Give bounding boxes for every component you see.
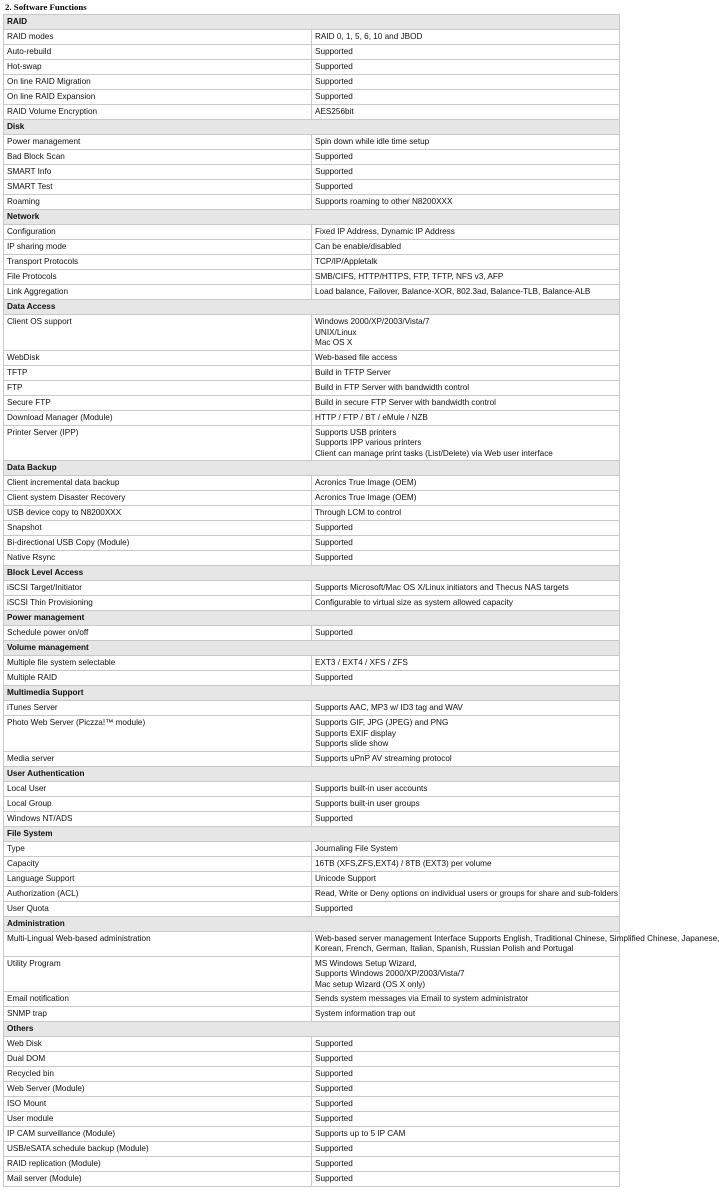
feature-value-cell — [312, 1052, 620, 1067]
feature-value-line: Supported — [315, 1174, 353, 1183]
feature-value-line: UNIX/Linux — [315, 327, 357, 337]
feature-value-cell — [312, 225, 620, 240]
table-row — [4, 255, 620, 270]
feature-value-line: Supports built-in user groups — [315, 798, 420, 808]
feature-value-line: System information trap out — [315, 1009, 416, 1018]
feature-value-cell — [312, 811, 620, 826]
table-row — [4, 956, 620, 992]
feature-name-cell: Bi-directional USB Copy (Module) — [4, 536, 312, 551]
table-row — [4, 992, 620, 1007]
table-row — [4, 180, 620, 195]
feature-value-cell — [312, 671, 620, 686]
feature-value-line: Supported — [315, 1144, 353, 1153]
category-header-row — [4, 300, 620, 315]
feature-name-cell: User Quota — [4, 901, 312, 916]
feature-name-cell: ISO Mount — [4, 1097, 312, 1112]
feature-value-line: Spin down while idle time setup — [315, 137, 430, 146]
feature-value-line: Supported — [315, 1159, 353, 1168]
feature-value-cell — [312, 1037, 620, 1052]
feature-value-line: Through LCM to control — [315, 508, 402, 517]
feature-value-line: Supported — [315, 92, 353, 101]
table-row — [4, 671, 620, 686]
feature-value-line: Supports uPnP AV streaming protocol — [315, 753, 452, 763]
feature-value-line: Supported — [315, 152, 353, 161]
feature-name-cell: iSCSI Target/Initiator — [4, 581, 312, 596]
table-row — [4, 165, 620, 180]
feature-value-line: Supported — [315, 673, 353, 682]
feature-name-cell: Windows NT/ADS — [4, 811, 312, 826]
feature-value-cell — [312, 105, 620, 120]
category-title: Data Backup — [4, 461, 620, 476]
table-row — [4, 75, 620, 90]
feature-value-cell — [312, 796, 620, 811]
feature-value-cell — [312, 1127, 620, 1142]
table-row — [4, 350, 620, 365]
table-row — [4, 781, 620, 796]
feature-name-cell: Schedule power on/off — [4, 626, 312, 641]
feature-name-cell: IP CAM surveillance (Module) — [4, 1127, 312, 1142]
feature-name-cell: Client system Disaster Recovery — [4, 491, 312, 506]
table-row — [4, 551, 620, 566]
feature-value-line: Build in TFTP Server — [315, 367, 391, 377]
feature-value-line: Supported — [315, 1069, 353, 1078]
category-title: Power management — [4, 611, 620, 626]
feature-value-cell — [312, 751, 620, 766]
feature-name-cell: Dual DOM — [4, 1052, 312, 1067]
feature-name-cell: RAID Volume Encryption — [4, 105, 312, 120]
table-row — [4, 315, 620, 351]
category-header-row — [4, 120, 620, 135]
feature-value-cell — [312, 1097, 620, 1112]
feature-value-line: Supported — [315, 1039, 353, 1048]
table-row — [4, 90, 620, 105]
feature-value-cell — [312, 75, 620, 90]
table-row — [4, 1052, 620, 1067]
feature-name-cell: Multiple file system selectable — [4, 656, 312, 671]
feature-value-line: Supported — [315, 1114, 353, 1123]
category-header-row — [4, 1022, 620, 1037]
feature-value-cell — [312, 1067, 620, 1082]
feature-value-cell — [312, 931, 719, 956]
feature-name-cell: RAID modes — [4, 30, 312, 45]
feature-value-line: Supports AAC, MP3 w/ ID3 tag and WAV — [315, 703, 463, 712]
feature-value-cell — [312, 841, 620, 856]
feature-value-line: Supported — [315, 538, 353, 547]
feature-value-line: TCP/IP/Appletalk — [315, 257, 378, 266]
table-row — [4, 135, 620, 150]
feature-value-line: Supported — [315, 62, 353, 71]
category-header-row — [4, 566, 620, 581]
feature-name-cell: USB/eSATA schedule backup (Module) — [4, 1142, 312, 1157]
feature-name-cell: Bad Block Scan — [4, 150, 312, 165]
feature-name-cell: Roaming — [4, 195, 312, 210]
feature-name-cell: Hot-swap — [4, 60, 312, 75]
feature-name-cell: Client OS support — [4, 315, 312, 351]
table-row — [4, 871, 620, 886]
category-title: Data Access — [4, 300, 620, 315]
table-row — [4, 596, 620, 611]
feature-value-line: RAID 0, 1, 5, 6, 10 and JBOD — [315, 32, 423, 41]
feature-value-cell — [312, 856, 620, 871]
feature-name-cell: Authorization (ACL) — [4, 886, 312, 901]
table-row — [4, 476, 620, 491]
table-row — [4, 1127, 620, 1142]
feature-value-cell — [312, 150, 620, 165]
feature-value-cell — [312, 350, 620, 365]
category-title: Multimedia Support — [4, 686, 620, 701]
feature-value-line: Supports up to 5 IP CAM — [315, 1129, 406, 1138]
table-row — [4, 1007, 620, 1022]
table-row — [4, 45, 620, 60]
feature-name-cell: Recycled bin — [4, 1067, 312, 1082]
feature-value-cell — [312, 886, 620, 901]
table-row — [4, 285, 620, 300]
feature-value-cell — [312, 716, 620, 752]
feature-value-cell — [312, 581, 620, 596]
feature-value-line: Supported — [315, 77, 353, 86]
feature-name-cell: Mail server (Module) — [4, 1172, 312, 1187]
feature-name-cell: Download Manager (Module) — [4, 410, 312, 425]
feature-value-line: Load balance, Failover, Balance-XOR, 802.3ad, Balance-TLB, Balance-ALB — [315, 287, 591, 296]
feature-value-cell — [312, 1157, 620, 1172]
category-title: File System — [4, 826, 620, 841]
feature-name-cell: Transport Protocols — [4, 255, 312, 270]
table-row — [4, 716, 620, 752]
feature-value-line: Web-based file access — [315, 352, 398, 362]
feature-value-line: MS Windows Setup Wizard, — [315, 958, 417, 968]
feature-name-cell: Local Group — [4, 796, 312, 811]
feature-name-cell: Multi-Lingual Web-based administration — [4, 931, 312, 956]
feature-value-line: Supports USB printers — [315, 427, 397, 437]
feature-value-line: Supported — [315, 628, 353, 637]
feature-value-cell — [312, 270, 620, 285]
feature-value-cell — [312, 871, 620, 886]
feature-value-cell — [312, 956, 620, 992]
feature-value-line: HTTP / FTP / BT / eMule / NZB — [315, 412, 428, 422]
feature-value-cell — [312, 551, 620, 566]
table-row — [4, 1112, 620, 1127]
feature-value-line: Supported — [315, 1054, 353, 1063]
feature-value-line: Mac setup Wizard (OS X only) — [315, 979, 426, 989]
software-functions-table — [3, 14, 719, 1187]
category-title: User Authentication — [4, 766, 620, 781]
feature-value-cell — [312, 255, 620, 270]
category-header-row — [4, 686, 620, 701]
feature-name-cell: Link Aggregation — [4, 285, 312, 300]
table-row — [4, 841, 620, 856]
feature-value-cell — [312, 506, 620, 521]
feature-name-cell: File Protocols — [4, 270, 312, 285]
feature-name-cell: IP sharing mode — [4, 240, 312, 255]
table-row — [4, 931, 620, 956]
feature-value-line: Supported — [315, 523, 353, 532]
feature-value-cell — [312, 1142, 620, 1157]
feature-value-cell — [312, 380, 620, 395]
feature-name-cell: Capacity — [4, 856, 312, 871]
table-row — [4, 581, 620, 596]
feature-value-cell — [312, 285, 620, 300]
table-row — [4, 105, 620, 120]
feature-value-cell — [312, 491, 620, 506]
feature-name-cell: iSCSI Thin Provisioning — [4, 596, 312, 611]
feature-name-cell: Local User — [4, 781, 312, 796]
table-row — [4, 425, 620, 461]
feature-value-line: 16TB (XFS,ZFS,EXT4) / 8TB (EXT3) per volume — [315, 858, 492, 868]
feature-value-cell — [312, 992, 620, 1007]
feature-value-cell — [312, 701, 620, 716]
feature-value-line: Build in FTP Server with bandwidth control — [315, 382, 470, 392]
feature-value-line: Unicode Support — [315, 873, 376, 883]
feature-value-line: Supported — [315, 47, 353, 56]
table-row — [4, 195, 620, 210]
feature-value-cell — [312, 1082, 620, 1097]
feature-value-line: Supports IPP various printers — [315, 438, 422, 447]
table-row — [4, 240, 620, 255]
feature-value-cell — [312, 1007, 620, 1022]
feature-value-line: Supported — [315, 1084, 353, 1093]
table-row — [4, 856, 620, 871]
feature-value-line: Supported — [315, 167, 353, 176]
category-title: RAID — [4, 15, 620, 30]
table-row — [4, 811, 620, 826]
feature-value-cell — [312, 781, 620, 796]
feature-value-line: Client can manage print tasks (List/Delete) via Web user interface — [315, 448, 553, 458]
feature-name-cell: Language Support — [4, 871, 312, 886]
category-title: Disk — [4, 120, 620, 135]
table-row — [4, 1082, 620, 1097]
table-row — [4, 506, 620, 521]
table-row — [4, 380, 620, 395]
table-row — [4, 626, 620, 641]
feature-name-cell: Utility Program — [4, 956, 312, 992]
feature-value-line: Supports Windows 2000/XP/2003/Vista/7 — [315, 969, 465, 978]
table-row — [4, 225, 620, 240]
table-row — [4, 886, 620, 901]
feature-name-cell: SMART Info — [4, 165, 312, 180]
feature-value-line: Supports EXIF display — [315, 728, 397, 738]
feature-value-cell — [312, 1172, 620, 1187]
feature-name-cell: USB device copy to N8200XXX — [4, 506, 312, 521]
feature-name-cell: RAID replication (Module) — [4, 1157, 312, 1172]
table-row — [4, 1172, 620, 1187]
feature-value-cell — [312, 180, 620, 195]
table-row — [4, 150, 620, 165]
table-row — [4, 1142, 620, 1157]
table-row — [4, 901, 620, 916]
page-title: 2. Software Functions — [5, 2, 87, 12]
table-row — [4, 656, 620, 671]
feature-value-line: Configurable to virtual size as system allowed capacity — [315, 598, 513, 607]
feature-name-cell: On line RAID Expansion — [4, 90, 312, 105]
feature-value-line: Supports roaming to other N8200XXX — [315, 197, 453, 206]
category-header-row — [4, 15, 620, 30]
feature-name-cell: Client incremental data backup — [4, 476, 312, 491]
feature-value-cell — [312, 521, 620, 536]
category-title: Others — [4, 1022, 620, 1037]
feature-value-cell — [312, 425, 620, 461]
feature-value-cell — [312, 45, 620, 60]
feature-name-cell: Power management — [4, 135, 312, 150]
feature-value-cell — [312, 1112, 620, 1127]
feature-name-cell: Secure FTP — [4, 395, 312, 410]
feature-value-line: Journaling File System — [315, 843, 398, 853]
feature-name-cell: Type — [4, 841, 312, 856]
category-header-row — [4, 611, 620, 626]
feature-value-line: Supported — [315, 1099, 353, 1108]
feature-name-cell: Web Server (Module) — [4, 1082, 312, 1097]
feature-value-cell — [312, 60, 620, 75]
feature-value-line: Supports GIF, JPG (JPEG) and PNG — [315, 718, 449, 727]
table-row — [4, 1157, 620, 1172]
feature-name-cell: TFTP — [4, 365, 312, 380]
feature-name-cell: SMART Test — [4, 180, 312, 195]
feature-value-line: Acronics True Image (OEM) — [315, 478, 417, 487]
table-row — [4, 491, 620, 506]
category-header-row — [4, 916, 620, 931]
table-row — [4, 410, 620, 425]
table-row — [4, 270, 620, 285]
category-header-row — [4, 766, 620, 781]
table-row — [4, 751, 620, 766]
table-row — [4, 796, 620, 811]
feature-name-cell: Media server — [4, 751, 312, 766]
feature-value-cell — [312, 656, 620, 671]
feature-value-cell — [312, 536, 620, 551]
category-title: Network — [4, 210, 620, 225]
feature-value-line: Supported — [315, 553, 353, 562]
feature-value-cell — [312, 626, 620, 641]
feature-value-cell — [312, 476, 620, 491]
table-row — [4, 60, 620, 75]
feature-value-line: Build in secure FTP Server with bandwidth control — [315, 397, 496, 407]
category-header-row — [4, 826, 620, 841]
feature-name-cell: FTP — [4, 380, 312, 395]
feature-value-line: Fixed IP Address, Dynamic IP Address — [315, 227, 455, 236]
category-header-row — [4, 210, 620, 225]
feature-value-cell — [312, 30, 620, 45]
category-title: Volume management — [4, 641, 620, 656]
feature-name-cell: User module — [4, 1112, 312, 1127]
feature-value-line: Web-based server management Interface Supports English, Traditional Chinese, Simplified Chinese, Japanese, — [315, 933, 719, 943]
feature-value-line: Acronics True Image (OEM) — [315, 493, 417, 502]
feature-name-cell: On line RAID Migration — [4, 75, 312, 90]
feature-value-line: Supports Microsoft/Mac OS X/Linux initiators and Thecus NAS targets — [315, 583, 569, 592]
feature-value-cell — [312, 135, 620, 150]
table-row — [4, 701, 620, 716]
feature-value-cell — [312, 240, 620, 255]
feature-value-line: Read, Write or Deny options on individual users or groups for share and sub-folders — [315, 888, 618, 898]
feature-value-cell — [312, 410, 620, 425]
feature-name-cell: Auto-rebuild — [4, 45, 312, 60]
table-row — [4, 521, 620, 536]
table-row — [4, 536, 620, 551]
feature-name-cell: Native Rsync — [4, 551, 312, 566]
feature-value-line: Windows 2000/XP/2003/Vista/7 — [315, 317, 430, 326]
feature-name-cell: Configuration — [4, 225, 312, 240]
feature-value-cell — [312, 365, 620, 380]
category-title: Block Level Access — [4, 566, 620, 581]
feature-value-cell — [312, 395, 620, 410]
feature-name-cell: iTunes Server — [4, 701, 312, 716]
feature-name-cell: Printer Server (IPP) — [4, 425, 312, 461]
feature-name-cell: Photo Web Server (Piczza!™ module) — [4, 716, 312, 752]
feature-value-line: Supported — [315, 903, 353, 913]
spec-table-body — [4, 15, 719, 1187]
feature-value-line: Supports slide show — [315, 739, 389, 748]
feature-value-line: SMB/CIFS, HTTP/HTTPS, FTP, TFTP, NFS v3, AFP — [315, 272, 504, 281]
table-row — [4, 30, 620, 45]
feature-value-line: Mac OS X — [315, 338, 353, 347]
table-row — [4, 365, 620, 380]
table-row — [4, 1097, 620, 1112]
feature-name-cell: SNMP trap — [4, 1007, 312, 1022]
feature-value-line: Korean, French, German, Italian, Spanish, Russian Polish and Portugal — [315, 944, 574, 953]
feature-value-cell — [312, 90, 620, 105]
feature-value-cell — [312, 165, 620, 180]
category-title: Administration — [4, 916, 620, 931]
feature-value-line: Sends system messages via Email to system administrator — [315, 994, 529, 1003]
feature-name-cell: WebDisk — [4, 350, 312, 365]
feature-value-line: Supports built-in user accounts — [315, 783, 428, 793]
feature-name-cell: Multiple RAID — [4, 671, 312, 686]
category-header-row — [4, 641, 620, 656]
feature-value-line: Can be enable/disabled — [315, 242, 402, 251]
table-row — [4, 395, 620, 410]
feature-name-cell: Web Disk — [4, 1037, 312, 1052]
feature-value-cell — [312, 901, 620, 916]
feature-name-cell: Snapshot — [4, 521, 312, 536]
feature-value-cell — [312, 596, 620, 611]
feature-value-line: AES256bit — [315, 107, 354, 116]
table-row — [4, 1037, 620, 1052]
feature-value-cell — [312, 195, 620, 210]
feature-value-line: Supported — [315, 182, 353, 191]
feature-value-line: EXT3 / EXT4 / XFS / ZFS — [315, 658, 408, 667]
table-row — [4, 1067, 620, 1082]
category-header-row — [4, 461, 620, 476]
feature-value-line: Supported — [315, 813, 353, 823]
feature-name-cell: Email notification — [4, 992, 312, 1007]
feature-value-cell — [312, 315, 620, 351]
